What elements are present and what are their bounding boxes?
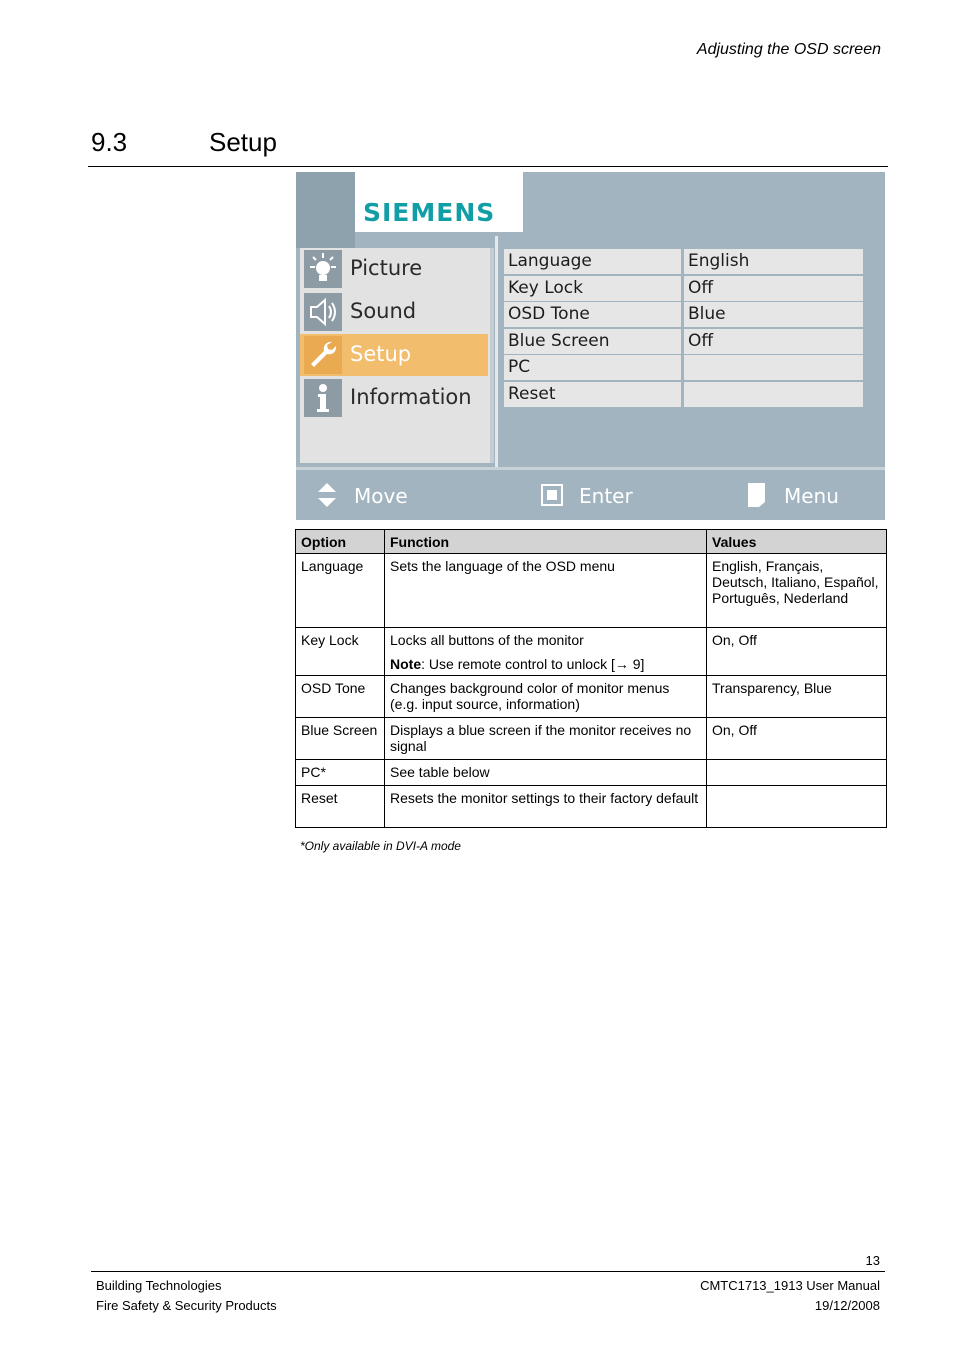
- section-rule: [88, 166, 888, 167]
- osd-option-value: [684, 355, 863, 380]
- table-header-row: [296, 530, 887, 554]
- values-cell: On, Off: [707, 718, 887, 760]
- osd-option-name: Reset: [504, 382, 681, 407]
- values-cell: On, Off: [707, 628, 887, 676]
- osd-menu-label: Information: [350, 385, 472, 409]
- osd-option-row-blue-screen[interactable]: [504, 329, 863, 354]
- function-cell: See table below: [385, 760, 707, 786]
- osd-option-row-key-lock[interactable]: [504, 276, 863, 301]
- table-row: [296, 760, 887, 786]
- osd-option-row-language[interactable]: [504, 249, 863, 274]
- function-cell: Displays a blue screen if the monitor receives no signal: [385, 718, 707, 760]
- footer-rule: [91, 1271, 885, 1272]
- osd-option-value: English: [684, 249, 863, 274]
- osd-option-value: Off: [684, 329, 863, 354]
- osd-menu-item-picture[interactable]: [300, 248, 488, 290]
- table-row: [296, 676, 887, 718]
- osd-option-row-osd-tone[interactable]: [504, 302, 863, 327]
- column-header: Function: [385, 530, 707, 554]
- column-header: Values: [707, 530, 887, 554]
- option-cell: Language: [296, 554, 385, 628]
- osd-nav-bar: [296, 467, 885, 520]
- footer-document-title: CMTC1713_1913 User Manual: [700, 1278, 880, 1293]
- osd-option-name: OSD Tone: [504, 302, 681, 327]
- speaker-icon: [304, 293, 342, 331]
- osd-corner-strip: [296, 172, 355, 248]
- nav-menu-label: Menu: [784, 484, 839, 508]
- values-cell: [707, 786, 887, 828]
- table-row: [296, 628, 887, 676]
- footer-division: Fire Safety & Security Products: [96, 1298, 277, 1313]
- option-cell: Reset: [296, 786, 385, 828]
- table-footnote: *Only available in DVI-A mode: [300, 839, 461, 853]
- option-cell: PC*: [296, 760, 385, 786]
- move-arrows-icon: [316, 482, 338, 508]
- wrench-icon: [304, 336, 342, 374]
- osd-option-value: Off: [684, 276, 863, 301]
- table-row: [296, 554, 887, 628]
- table-row: [296, 718, 887, 760]
- osd-option-row-pc[interactable]: [504, 355, 863, 380]
- osd-screenshot: [296, 172, 885, 520]
- osd-menu-item-setup[interactable]: [300, 334, 488, 376]
- values-cell: [707, 760, 887, 786]
- option-cell: Blue Screen: [296, 718, 385, 760]
- values-cell: Transparency, Blue: [707, 676, 887, 718]
- function-text: Locks all buttons of the monitor: [390, 632, 584, 648]
- note-line: [390, 656, 701, 672]
- note-label: Note: [390, 656, 422, 672]
- osd-option-name: PC: [504, 355, 681, 380]
- osd-menu-label: Setup: [350, 342, 412, 366]
- option-cell: Key Lock: [296, 628, 385, 676]
- osd-option-name: Blue Screen: [504, 329, 681, 354]
- section-number: 9.3: [91, 127, 128, 157]
- lightbulb-icon: [304, 250, 342, 288]
- osd-option-value: [684, 382, 863, 407]
- running-header: Adjusting the OSD screen: [696, 41, 881, 58]
- column-header: Option: [296, 530, 385, 554]
- table-row: [296, 786, 887, 828]
- values-cell: English, Français, Deutsch, Italiano, Español, Português, Nederland: [707, 554, 887, 628]
- option-cell: OSD Tone: [296, 676, 385, 718]
- section-title: Setup: [209, 127, 277, 157]
- nav-move-label: Move: [354, 484, 408, 508]
- osd-menu-item-information[interactable]: [300, 377, 488, 419]
- enter-square-icon: [541, 484, 563, 506]
- function-cell: Resets the monitor settings to their factory default: [385, 786, 707, 828]
- function-cell: Changes background color of monitor menus (e.g. input source, information): [385, 676, 707, 718]
- page-number: 13: [865, 1253, 880, 1268]
- osd-menu-label: Sound: [350, 299, 417, 323]
- osd-menu-label: Picture: [350, 256, 423, 280]
- function-cell: [385, 628, 707, 676]
- options-table: [295, 529, 887, 828]
- osd-option-value: Blue: [684, 302, 863, 327]
- osd-menu-item-sound[interactable]: [300, 291, 488, 333]
- osd-divider: [495, 236, 498, 467]
- osd-option-name: Key Lock: [504, 276, 681, 301]
- footer-date: 19/12/2008: [814, 1298, 880, 1313]
- info-icon: [304, 379, 342, 417]
- function-cell: Sets the language of the OSD menu: [385, 554, 707, 628]
- nav-enter-label: Enter: [579, 484, 633, 508]
- menu-page-icon: [747, 482, 767, 508]
- osd-option-name: Language: [504, 249, 681, 274]
- note-text: : Use remote control to unlock [→ 9]: [421, 656, 645, 672]
- siemens-logo: SIEMENS: [363, 198, 496, 227]
- osd-option-row-reset[interactable]: [504, 382, 863, 407]
- footer-company: Building Technologies: [96, 1278, 222, 1293]
